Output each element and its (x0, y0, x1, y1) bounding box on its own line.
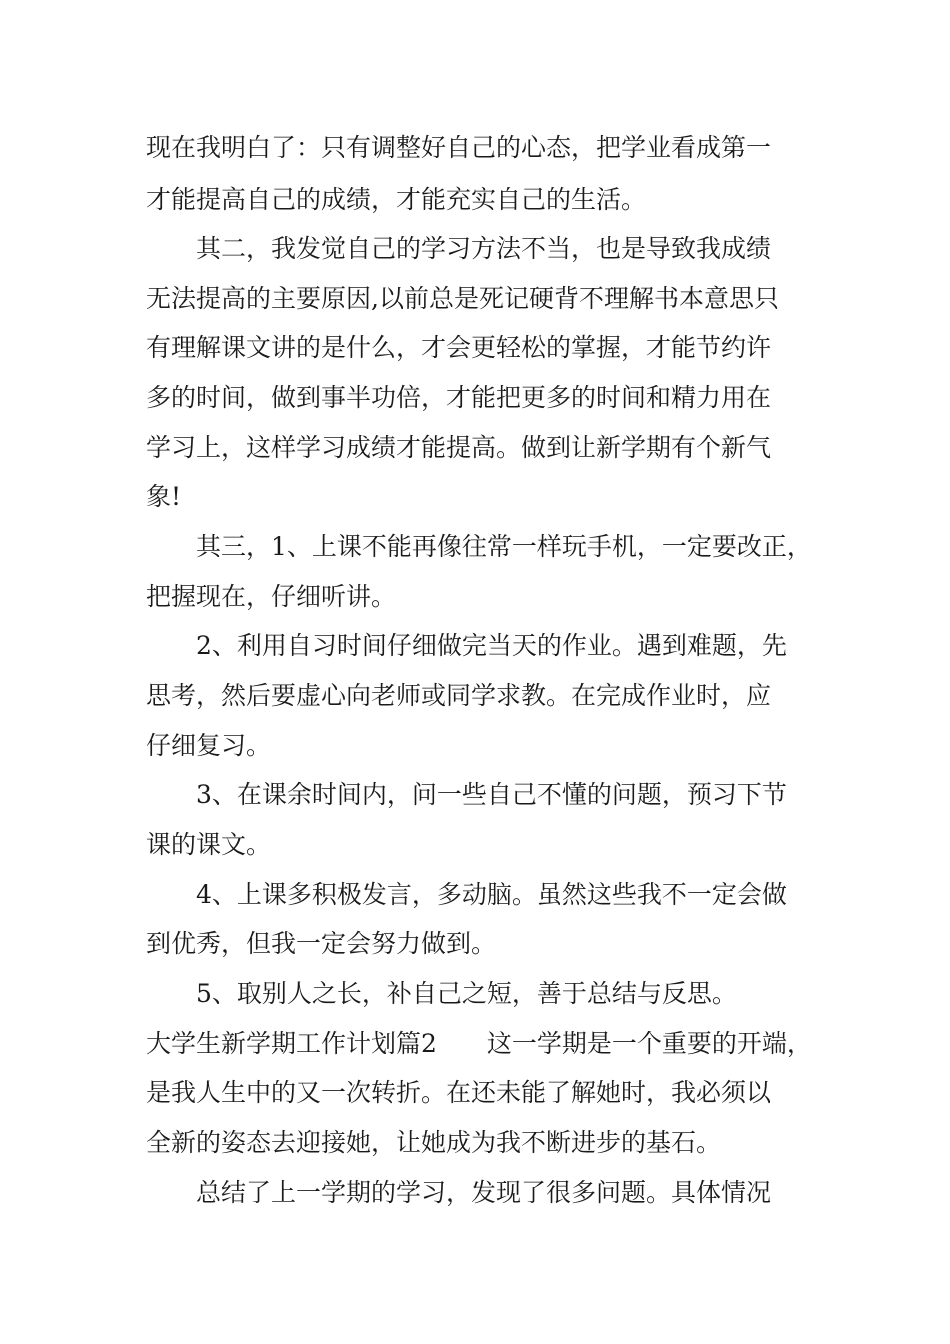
text-line: 有理解课文讲的是什么，才会更轻松的掌握，才能节约许 (146, 333, 772, 362)
text-line: 课的课文。 (146, 830, 272, 859)
text-line: 到优秀，但我一定会努力做到。 (146, 929, 497, 958)
text-line: 总结了上一学期的学习，发现了很多问题。具体情况 (196, 1178, 772, 1207)
text-line: 是我人生中的又一次转折。在还未能了解她时，我必须以 (146, 1078, 772, 1107)
text-line: 才能提高自己的成绩，才能充实自己的生活。 (146, 185, 647, 214)
text-line: 其二，我发觉自己的学习方法不当，也是导致我成绩 (196, 234, 772, 263)
text-line: 学习上，这样学习成绩才能提高。做到让新学期有个新气 (146, 433, 772, 462)
text-line: 全新的姿态去迎接她，让她成为我不断进步的基石。 (146, 1128, 722, 1157)
text-line: 把握现在，仔细听讲。 (146, 582, 397, 611)
text-line: 3、在课余时间内，问一些自己不懂的问题，预习下节 (196, 780, 787, 809)
text-line: 仔细复习。 (146, 731, 272, 760)
text-line: 思考，然后要虚心向老师或同学求教。在完成作业时，应 (146, 681, 772, 710)
text-line: 4、上课多积极发言，多动脑。虽然这些我不一定会做 (196, 880, 787, 909)
text-line: 无法提高的主要原因,以前总是死记硬背不理解书本意思只 (146, 284, 779, 313)
text-line: 5、取别人之长，补自己之短，善于总结与反思。 (196, 979, 737, 1008)
text-line: 其三，1、上课不能再像往常一样玩手机，一定要改正， (196, 532, 812, 561)
section-heading-line: 大学生新学期工作计划篇2 这一学期是一个重要的开端， (146, 1029, 812, 1058)
text-line: 象! (146, 482, 182, 511)
text-line: 现在我明白了：只有调整好自己的心态，把学业看成第一 (146, 133, 772, 162)
text-line: 2、利用自习时间仔细做完当天的作业。遇到难题，先 (196, 631, 787, 660)
text-line: 多的时间，做到事半功倍，才能把更多的时间和精力用在 (146, 383, 772, 412)
